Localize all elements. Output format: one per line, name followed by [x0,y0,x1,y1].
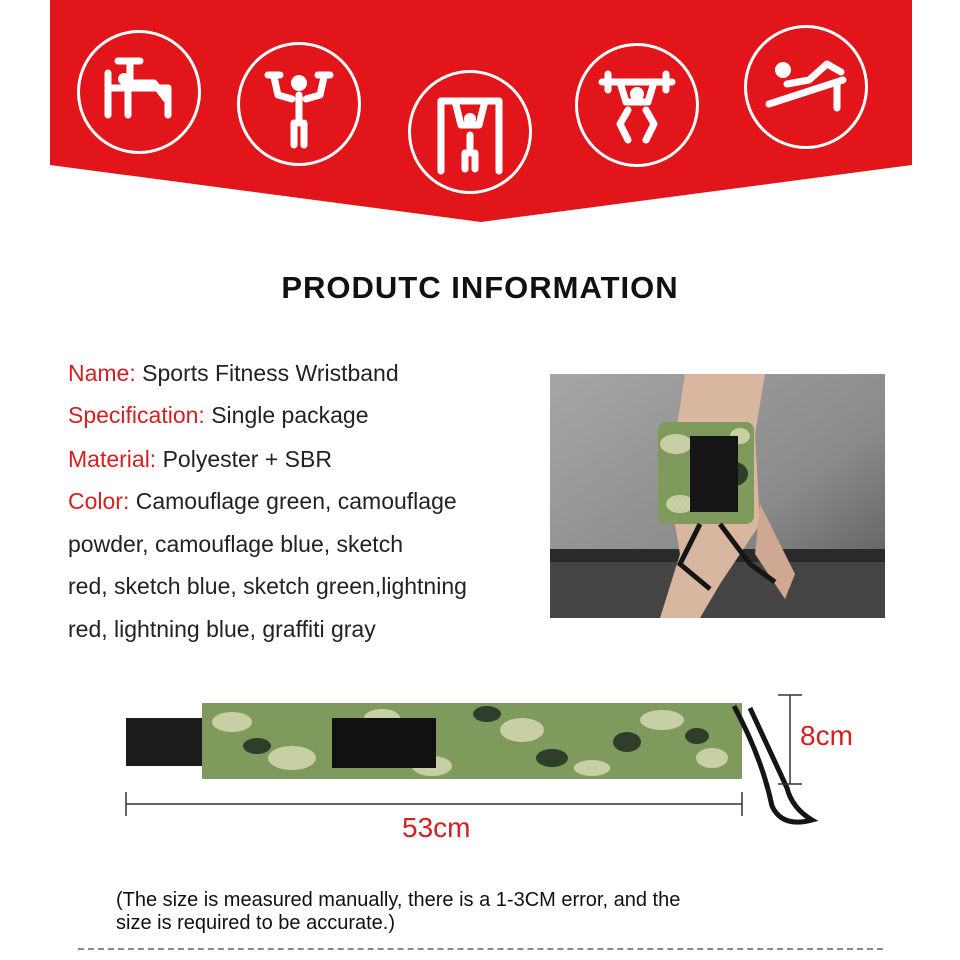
dashed-divider [78,948,883,950]
color-label: Color: [68,488,130,514]
spec-material [68,446,332,473]
spec-color [68,488,457,515]
top-banner [50,0,912,222]
specification-value: Single package [204,402,369,428]
product-photo [550,374,885,618]
width-dimension-label: 8cm [800,720,853,751]
color-value-line4: red, lightning blue, graffiti gray [68,616,376,642]
color-value-line1: Camouflage green, camouflage [129,488,457,514]
spec-name [68,360,399,387]
name-value: Sports Fitness Wristband [135,360,399,386]
dumbbell-curl-icon [237,42,361,166]
name-label: Name: [68,360,136,386]
bench-press-icon [77,30,201,154]
material-value: Polyester + SBR [156,446,332,472]
sit-up-icon [744,25,868,149]
squat-icon [575,43,699,167]
spec-specification [68,402,369,429]
pull-up-icon [408,70,532,194]
length-dimension-label: 53cm [402,812,471,843]
color-value-line2: powder, camouflage blue, sketch [68,531,403,557]
size-note-line2: size is required to be accurate.) [116,912,396,934]
material-label: Material: [68,446,157,472]
page-title: PRODUTC INFORMATION [281,270,679,305]
size-note-line1: (The size is measured manually, there is a 1-3CM error, and the [116,889,681,911]
specification-label: Specification: [68,402,205,428]
wrist-wrap-diagram [122,688,822,853]
color-value-line3: red, sketch blue, sketch green,lightning [68,573,467,599]
size-note [116,889,680,935]
